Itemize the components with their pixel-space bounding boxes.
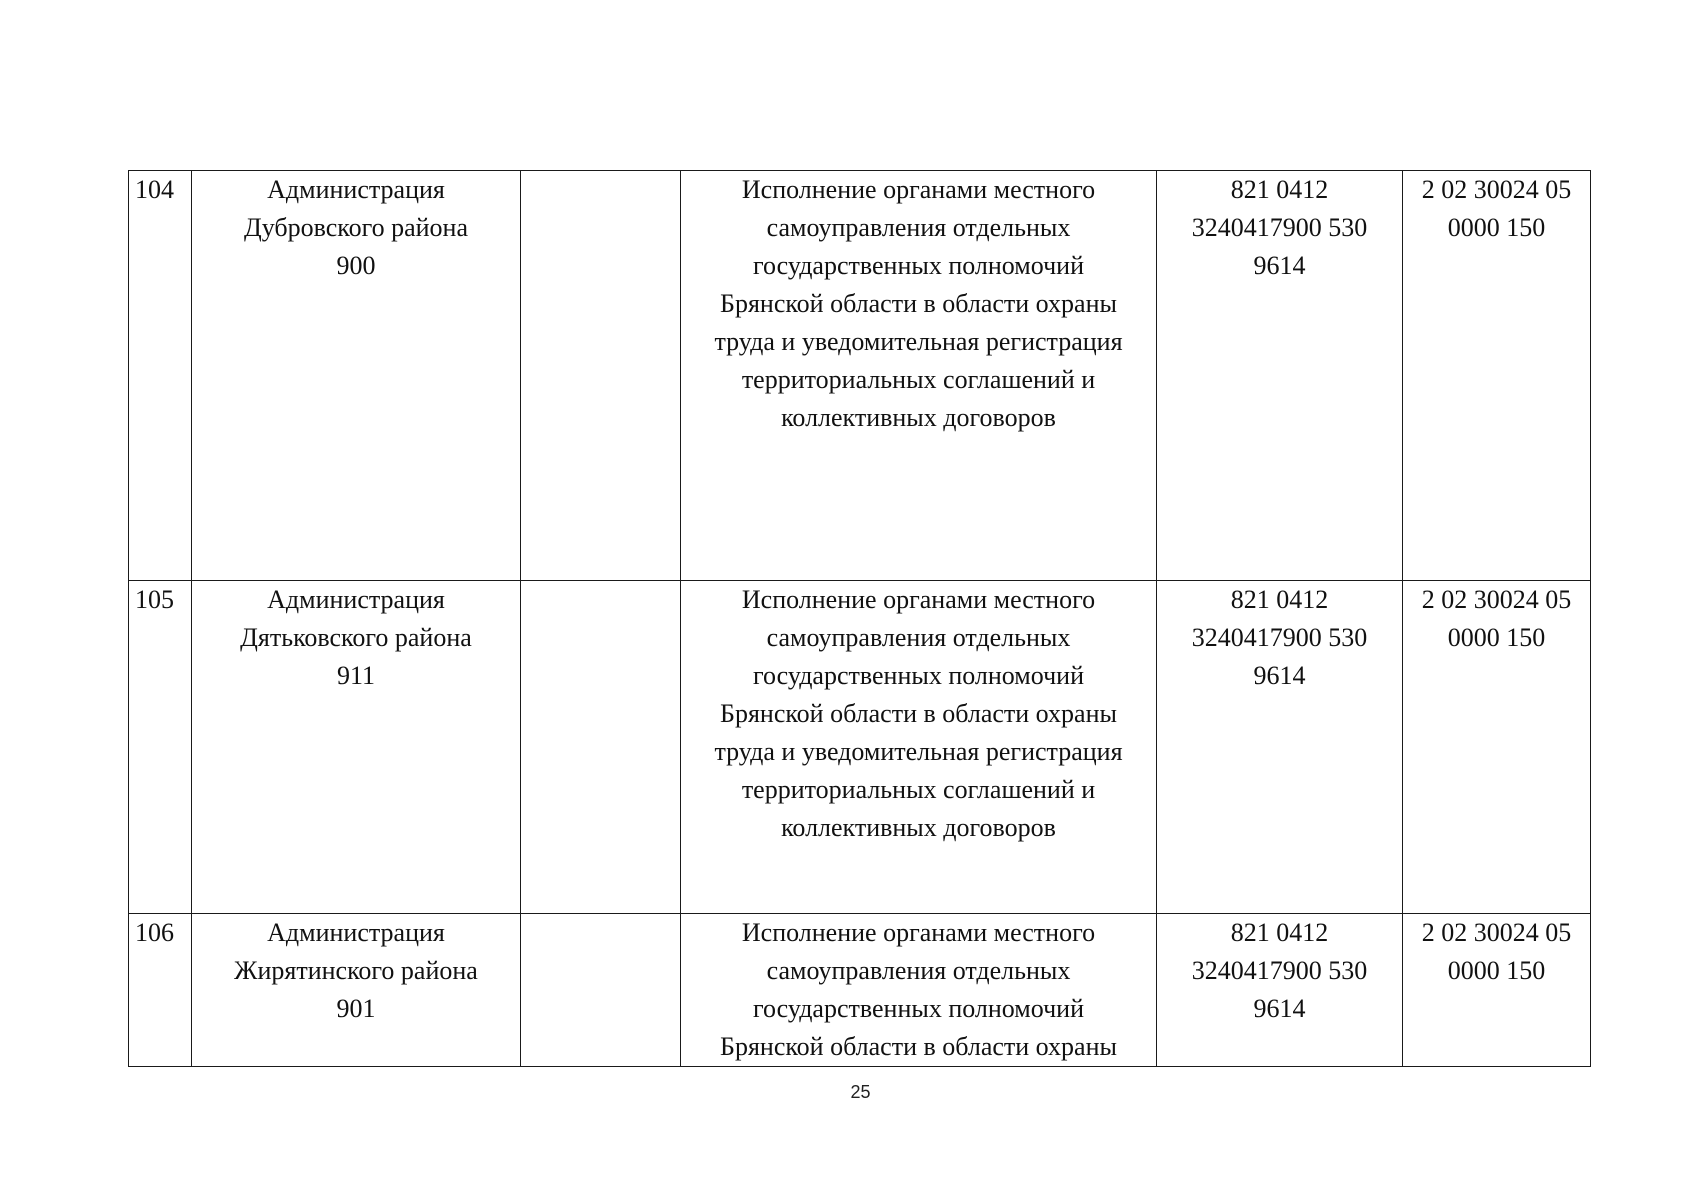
table-row: [129, 171, 1591, 581]
organization-cell: Администрация Жирятинского района 901: [192, 914, 521, 1067]
budget-code-cell: 2 02 30024 05 0000 150: [1403, 914, 1591, 1067]
table-row: [129, 581, 1591, 914]
classification-code-cell: 821 0412 3240417900 530 9614: [1157, 914, 1403, 1067]
budget-code-cell: 2 02 30024 05 0000 150: [1403, 171, 1591, 581]
records-table: [128, 170, 1591, 1067]
page-number: 25: [850, 1082, 871, 1102]
organization-cell: Администрация Дятьковского района 911: [192, 581, 521, 914]
row-number: 105: [129, 581, 192, 914]
row-number: 104: [129, 171, 192, 581]
classification-code-cell: 821 0412 3240417900 530 9614: [1157, 171, 1403, 581]
empty-cell: [521, 581, 681, 914]
description-cell: Исполнение органами местного самоуправления отдельных государственных полномочий Брянской области в области охраны труда и уведомительная регистрация территориальных соглашений и коллективных договоров: [681, 581, 1157, 914]
empty-cell: [521, 914, 681, 1067]
description-cell: Исполнение органами местного самоуправления отдельных государственных полномочий Брянской области в области охраны труда и уведомительная регистрация территориальных соглашений и коллективных договоров: [681, 171, 1157, 581]
classification-code-cell: 821 0412 3240417900 530 9614: [1157, 581, 1403, 914]
table-row: [129, 914, 1591, 1067]
description-cell: Исполнение органами местного самоуправления отдельных государственных полномочий Брянской области в области охраны: [681, 914, 1157, 1067]
organization-cell: Администрация Дубровского района 900: [192, 171, 521, 581]
empty-cell: [521, 171, 681, 581]
row-number: 106: [129, 914, 192, 1067]
budget-code-cell: 2 02 30024 05 0000 150: [1403, 581, 1591, 914]
